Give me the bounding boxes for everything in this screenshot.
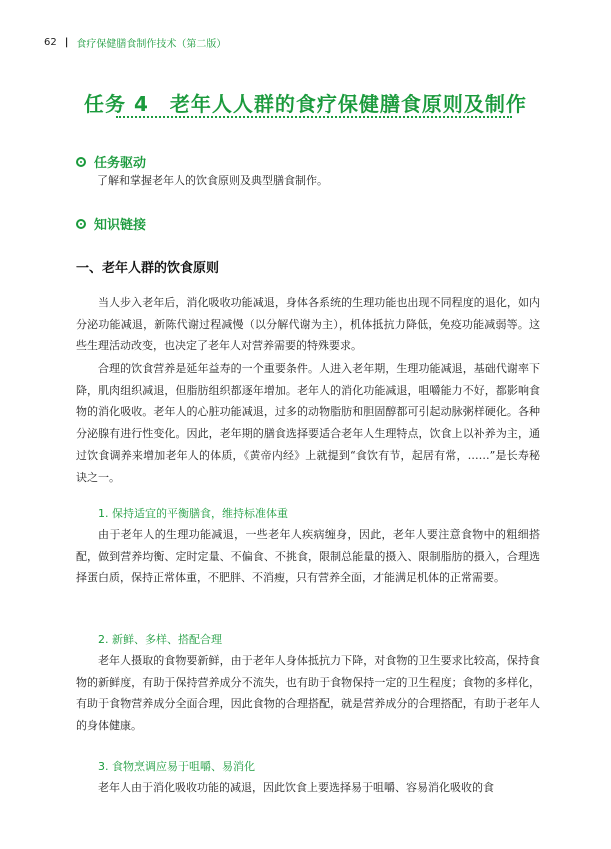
section-knowledge-link: [76, 214, 146, 233]
page-number: 62: [44, 37, 57, 48]
item-2-text: 老年人摄取的食物要新鲜，由于老年人身体抵抗力下降，对食物的卫生要求比较高，保持食物的新鲜度，有助于保持营养成分不流失，也有助于食物保持一定的卫生程度；食物的多样化，有助于食物营养成分全面合理，因此食物的合理搭配，就是营养成分的合理搭配，有助于老年人的身体健康。: [76, 654, 540, 733]
item-3-text: 老年人由于消化吸收功能的减退，因此饮食上要选择易于咀嚼、容易消化吸收的食: [98, 781, 494, 794]
item-1-heading: 1. 保持适宜的平衡膳食，维持标准体重: [98, 507, 288, 520]
bullseye-icon: [76, 219, 86, 229]
section-task-drive-label: 任务驱动: [94, 156, 147, 171]
section-knowledge-link-label: 知识链接: [94, 218, 147, 233]
part1-paragraph-2: 合理的饮食营养是延年益寿的一个重要条件。人进入老年期，生理功能减退，基础代谢率下降，肌肉组织减退，但脂肪组织都逐年增加。老年人的消化功能减退，咀嚼能力不好，都影响食物的消化吸收。老年人的心脏功能减退，过多的动物脂肪和胆固醇都可引起动脉粥样硬化。各种分泌腺有进行性变化。因此，老年期的膳食选择要适合老年人生理特点，饮食上以补养为主，通过饮食调养来增加老年人的体质，《黄帝内经》上就提到“食饮有节，起居有常，……”是长寿秘诀之一。: [76, 362, 540, 484]
part1-heading: 一、老年人群的饮食原则: [76, 261, 220, 276]
item-3-heading: 3. 食物烹调应易于咀嚼、易消化: [98, 760, 255, 773]
section-task-drive: [76, 152, 146, 171]
running-header: [44, 35, 226, 50]
item-1-text: 由于老年人的生理功能减退，一些老年人疾病缠身，因此，老年人要注意食物中的粗细搭配，做到营养均衡、定时定量、不偏食、不挑食，限制总能量的摄入、限制脂肪的摄入，合理选择蛋白质，保持正常体重，不肥胖、不消瘦，只有营养全面，才能满足机体的正常需要。: [76, 528, 540, 585]
task-title: 任务 4 老年人人群的食疗保健膳食原则及制作: [84, 92, 527, 116]
header-separator: |: [64, 37, 69, 48]
bullseye-icon: [76, 157, 86, 167]
task-title-underline: [116, 116, 512, 118]
task-drive-text: 了解和掌握老年人的饮食原则及典型膳食制作。: [97, 174, 328, 187]
item-2-heading: 2. 新鲜、多样、搭配合理: [98, 633, 222, 646]
book-title: 食疗保健膳食制作技术（第二版）: [76, 39, 227, 50]
part1-paragraph-1: 当人步入老年后，消化吸收功能减退，身体各系统的生理功能也出现不同程度的退化，如内分泌功能减退，新陈代谢过程减慢（以分解代谢为主），机体抵抗力降低，免疫功能减弱等。这些生理活动改变，也决定了老年人对营养需要的特殊要求。: [76, 296, 540, 353]
